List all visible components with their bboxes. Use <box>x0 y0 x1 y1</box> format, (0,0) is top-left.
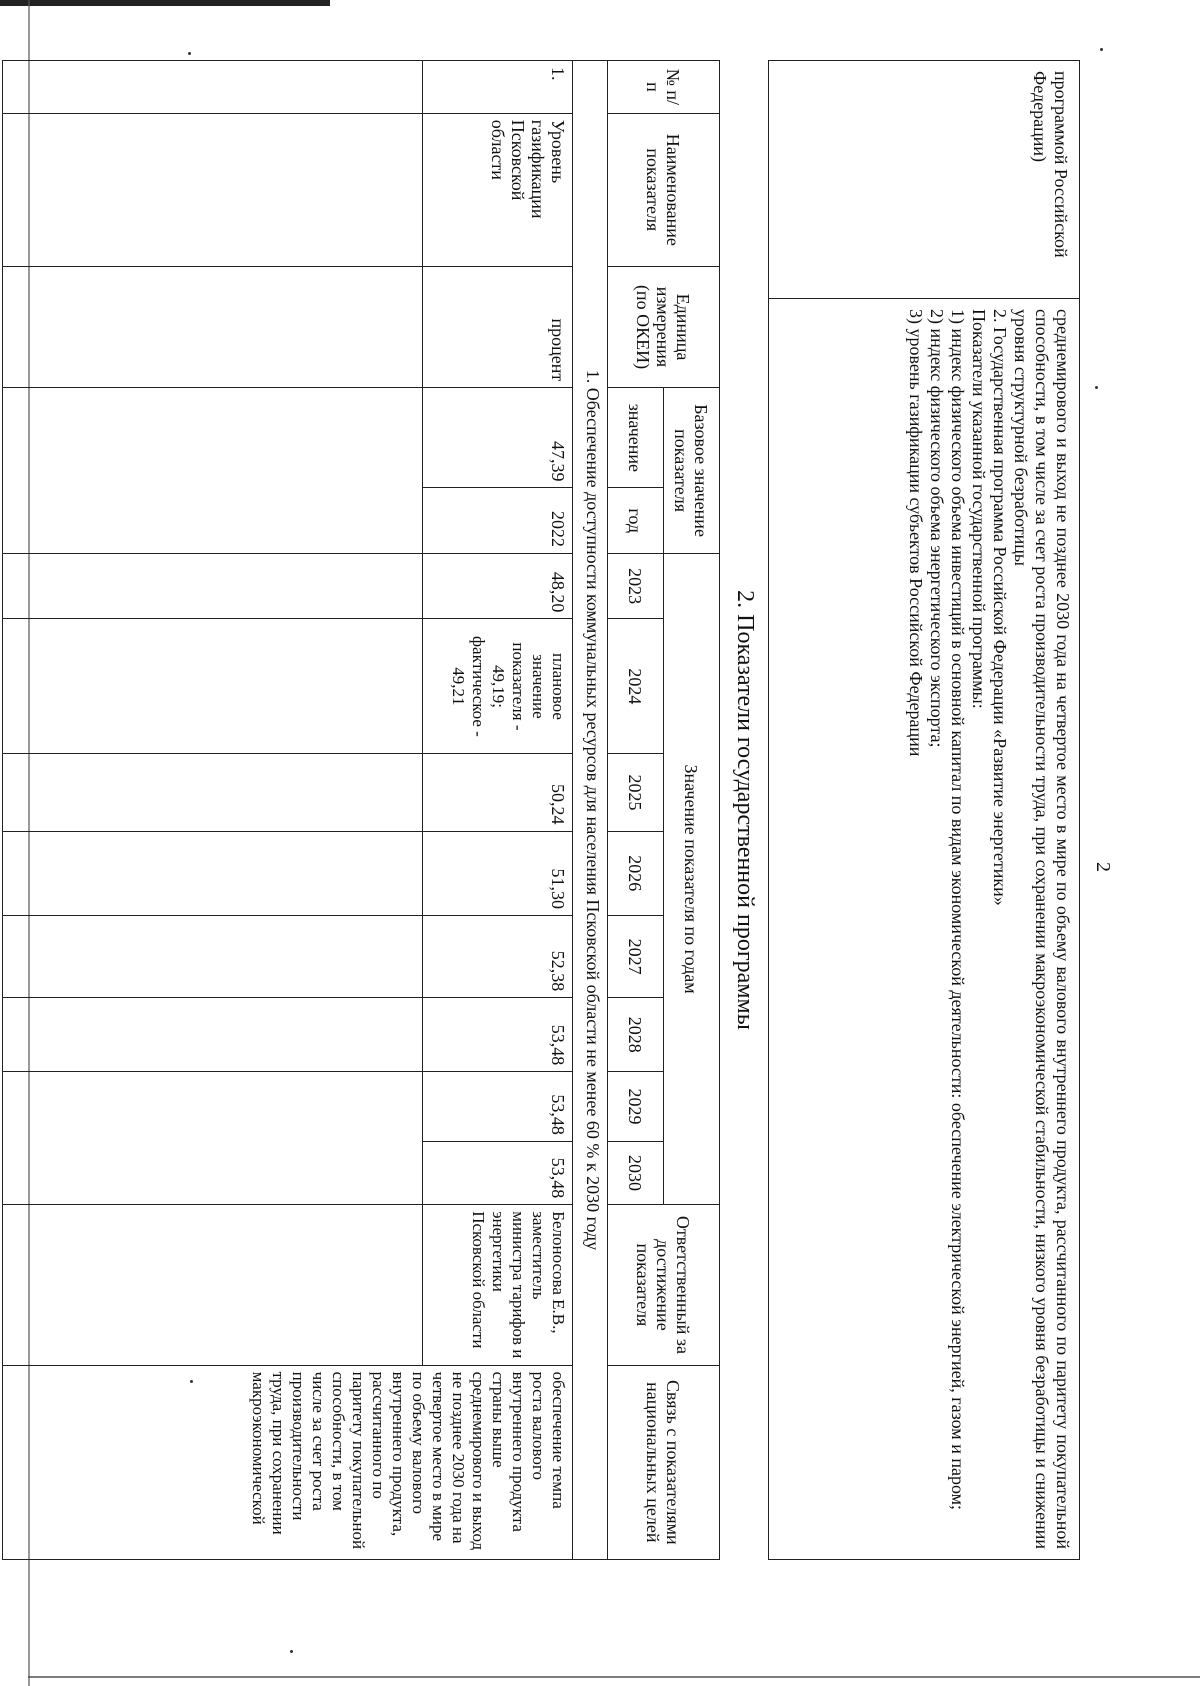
cell-value-2029: 53,48 <box>423 1072 573 1142</box>
empty-cell <box>3 113 423 266</box>
header-year: 2023 <box>608 553 664 618</box>
empty-cell <box>3 388 423 554</box>
previous-table-line: среднемирового и выход не позднее 2030 года на четвертое место в мире по объему валового внутреннего продукта, рассчитанного по паритету покупательной способности, в том числе за счет роста производительности труда, при сохранении макроэкономической стабильности, низкого уровня безработицы и снижении уровня структурной безработицы <box>1011 309 1073 1549</box>
previous-table-line: 2) индекс физического объема энергетического экспорта; <box>927 309 947 748</box>
header-years-group: Значение показателя по годам <box>664 553 720 1204</box>
page-number: 2 <box>1092 862 1114 872</box>
cell-num: 1. <box>423 61 573 114</box>
indicators-table <box>2 60 720 1560</box>
previous-table-right-cell <box>757 299 1079 1559</box>
cell-value-2030: 53,48 <box>423 1141 573 1204</box>
cell-value-2025: 50,24 <box>423 754 573 831</box>
header-year: 2024 <box>608 619 664 754</box>
header-year: 2027 <box>608 915 664 997</box>
header-base-group: Базовое значение показателя <box>664 388 720 554</box>
previous-table-left-cell: программой Российской Федерации) <box>769 61 1079 299</box>
table-section-row <box>573 61 608 1560</box>
header-link: Связь с показателями национальных целей <box>608 1365 720 1559</box>
header-year: 2025 <box>608 754 664 831</box>
cell-base-year: 2022 <box>423 488 573 553</box>
previous-table-fragment <box>768 60 1080 1560</box>
header-year: 2026 <box>608 831 664 915</box>
cell-value-2026: 51,30 <box>423 831 573 915</box>
cell-value-2028: 53,48 <box>423 998 573 1072</box>
header-base-year: год <box>608 488 664 553</box>
empty-cell <box>3 61 423 114</box>
header-base-value: значение <box>608 388 664 488</box>
previous-table-line: 3) уровень газификации субъектов Российской Федерации <box>906 309 926 757</box>
cell-unit: процент <box>423 266 573 387</box>
header-year: 2030 <box>608 1141 664 1204</box>
header-unit: Единица измерения (по ОКЕИ) <box>608 266 720 387</box>
header-name: Наименование показателя <box>608 113 720 266</box>
scan-edge-bottom <box>28 1676 1200 1678</box>
cell-value-2023: 48,20 <box>423 553 573 618</box>
header-num: № п/п <box>608 61 720 114</box>
empty-cell <box>3 998 423 1072</box>
section-title: 2. Показатели государственной программы <box>732 590 758 1030</box>
cell-base-value: 47,39 <box>423 388 573 488</box>
empty-cell <box>3 915 423 997</box>
previous-table-line: 2. Государственная программа Российской Федерации «Развитие энергетики» <box>990 309 1010 906</box>
previous-table-line: Показатели указанной государственной программы: <box>969 309 989 709</box>
table-header-row <box>664 61 720 1560</box>
empty-cell <box>3 1072 423 1205</box>
section-row-text: 1. Обеспечение доступности коммунальных ресурсов для населения Псковской области не менее 60 % к 2030 году <box>573 61 608 1560</box>
header-year: 2029 <box>608 1072 664 1142</box>
header-responsible: Ответственный за достижение показателя <box>608 1205 720 1365</box>
cell-link: обеспечение темпа роста валового внутреннего продукта страны выше среднемирового и выход не позднее 2030 года на четвертое место в мире по объему валового внутреннего продукта, рассчитанного по паритету покупательной способности, в том числе за счет роста производительности труда, при сохранении макроэкономической <box>3 1365 573 1559</box>
cell-value-2024: плановое значение показателя - 49,19; фактическое - 49,21 <box>423 619 573 754</box>
table-row <box>423 61 573 1560</box>
empty-cell <box>3 553 423 618</box>
scan-speck <box>290 1650 293 1653</box>
cell-responsible: Белоносова Е.В., заместитель министра тарифов и энергетики Псковской области <box>423 1205 573 1365</box>
empty-cell <box>3 1205 423 1365</box>
table-row-empty <box>3 61 423 1560</box>
cell-name: Уровень газификации Псковской области <box>423 113 573 266</box>
cell-value-2027: 52,38 <box>423 915 573 997</box>
empty-cell <box>3 754 423 831</box>
empty-cell <box>3 266 423 387</box>
empty-cell <box>3 831 423 915</box>
previous-table-line: 1) индекс физического объема инвестиций в основной капитал по видам экономической деятельности: обеспечение электрической энергией, газом и паром; <box>948 309 968 1510</box>
empty-cell <box>3 619 423 754</box>
header-year: 2028 <box>608 998 664 1072</box>
